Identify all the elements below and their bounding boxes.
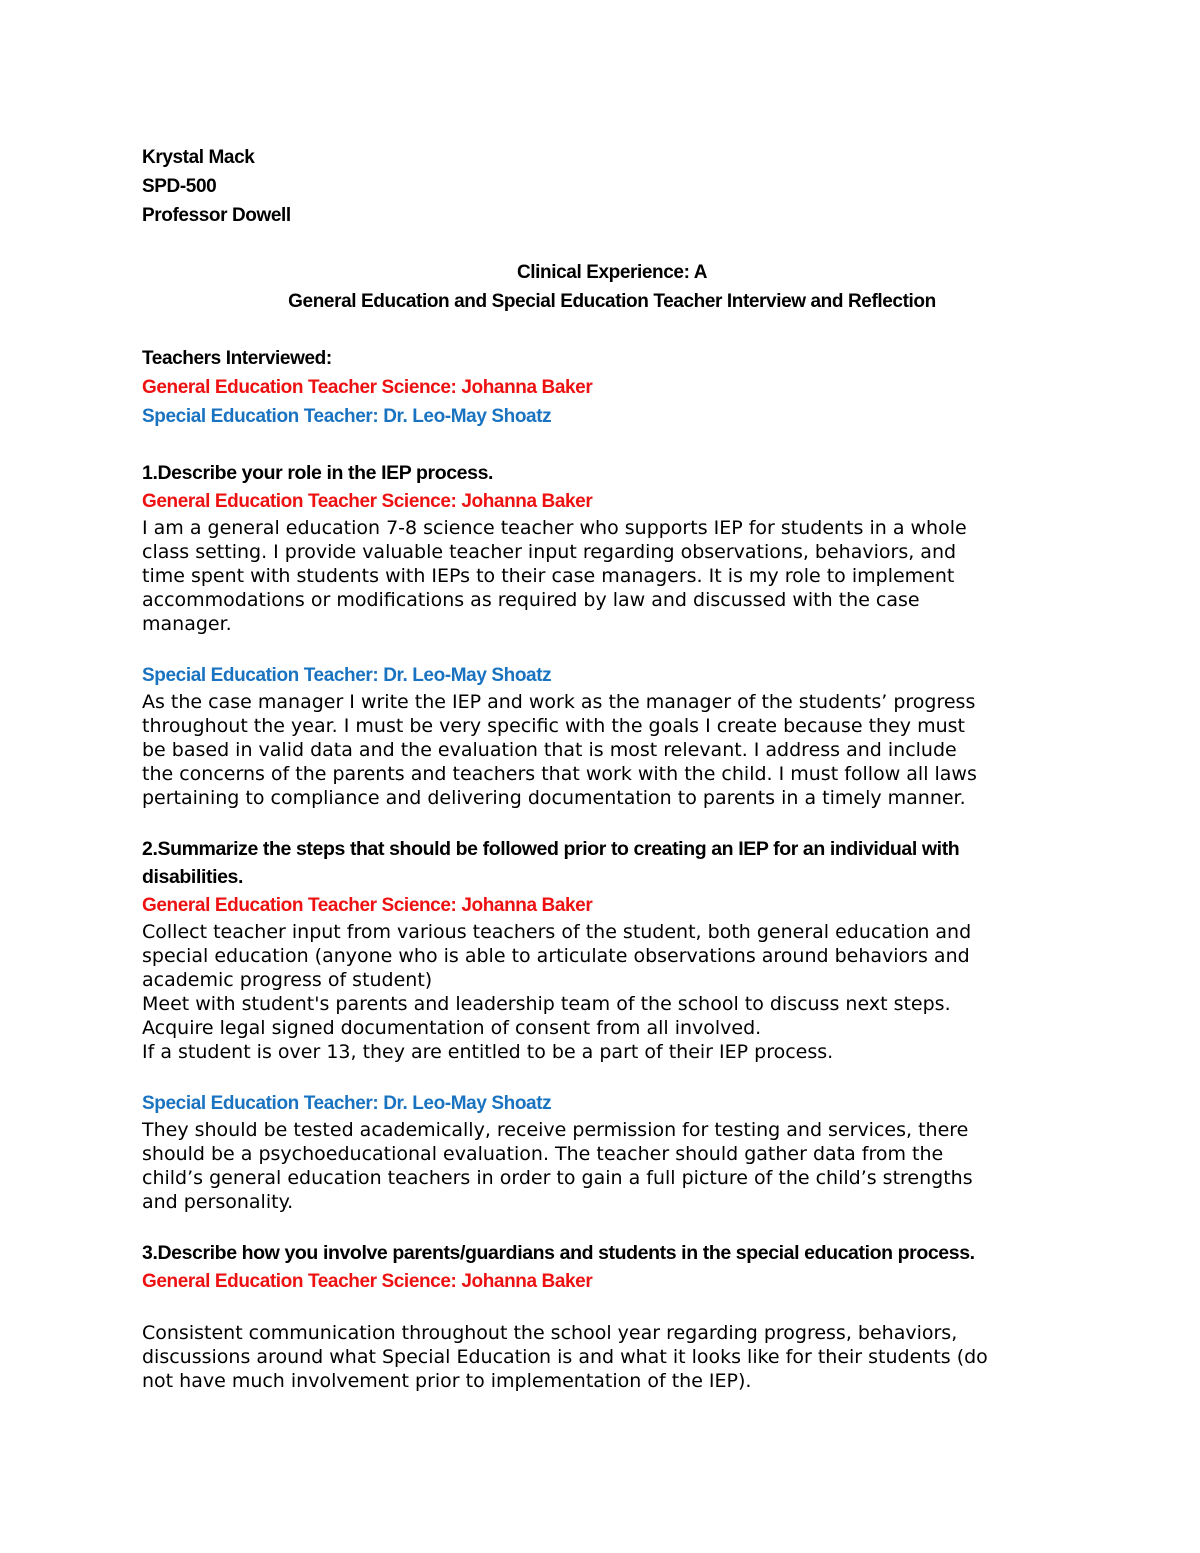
question-3: 3.Describe how you involve parents/guardians and students in the special education process. (142, 1242, 975, 1264)
author-header (142, 143, 1082, 230)
question-1-section (142, 459, 1082, 810)
sped-label: Special Education Teacher: Dr. Leo-May Shoatz (142, 665, 552, 686)
gen-ed-label: General Education Teacher Science: Johanna Baker (142, 1271, 593, 1292)
question-3-section (142, 1239, 1082, 1393)
gen-ed-teacher-name: General Education Teacher Science: Johanna Baker (142, 377, 593, 398)
title-line-1: Clinical Experience: A (516, 262, 708, 283)
question-2: 2.Summarize the steps that should be followed prior to creating an IEP for an individual with disabilities. (142, 838, 960, 888)
course-code: SPD-500 (142, 176, 217, 197)
gen-ed-label: General Education Teacher Science: Johanna Baker (142, 895, 593, 916)
title-line-2: General Education and Special Education Teacher Interview and Reflection (288, 291, 936, 312)
document-content (142, 143, 1082, 1393)
gen-ed-answer: Consistent communication throughout the school year regarding progress, behaviors, discussions around what Special Education is and what it looks like for their students (do not have much involvement prior to implementation of the IEP). (142, 1322, 988, 1392)
sped-answer: As the case manager I write the IEP and work as the manager of the students’ progress throughout the year. I must be very specific with the goals I create because they must be based in valid data and the evaluation that is most relevant. I address and include the concerns of the parents and teachers that work with the child. I must follow all laws pertaining to compliance and delivering documentation to parents in a timely manner. (142, 691, 977, 809)
question-2-section (142, 835, 1082, 1214)
gen-ed-answer: I am a general education 7-8 science teacher who supports IEP for students in a whole class setting. I provide valuable teacher input regarding observations, behaviors, and time spent with students with IEPs to their case managers. It is my role to implement accommodations or modifications as required by law and discussed with the case manager. (142, 517, 967, 635)
document-title (142, 258, 1082, 316)
sped-answer: They should be tested academically, receive permission for testing and services, there should be a psychoeducational evaluation. The teacher should gather data from the child’s general education teachers in order to gain a full picture of the child’s strengths and personality. (142, 1119, 973, 1213)
gen-ed-answer: Collect teacher input from various teachers of the student, both general education and special education (anyone who is able to articulate observations around behaviors and academic progress of student) Meet with student's parents and leadership team of the school to discuss next steps. Acquire legal signed documentation of consent from all involved. If a student is over 13, they are entitled to be a part of their IEP process. (142, 921, 972, 1063)
question-1: 1.Describe your role in the IEP process. (142, 462, 494, 484)
student-name: Krystal Mack (142, 147, 255, 168)
gen-ed-label: General Education Teacher Science: Johanna Baker (142, 491, 593, 512)
teachers-label: Teachers Interviewed: (142, 348, 332, 369)
teachers-interviewed (142, 344, 1082, 431)
professor-name: Professor Dowell (142, 205, 291, 226)
sped-teacher-name: Special Education Teacher: Dr. Leo-May Shoatz (142, 406, 552, 427)
sped-label: Special Education Teacher: Dr. Leo-May Shoatz (142, 1093, 552, 1114)
